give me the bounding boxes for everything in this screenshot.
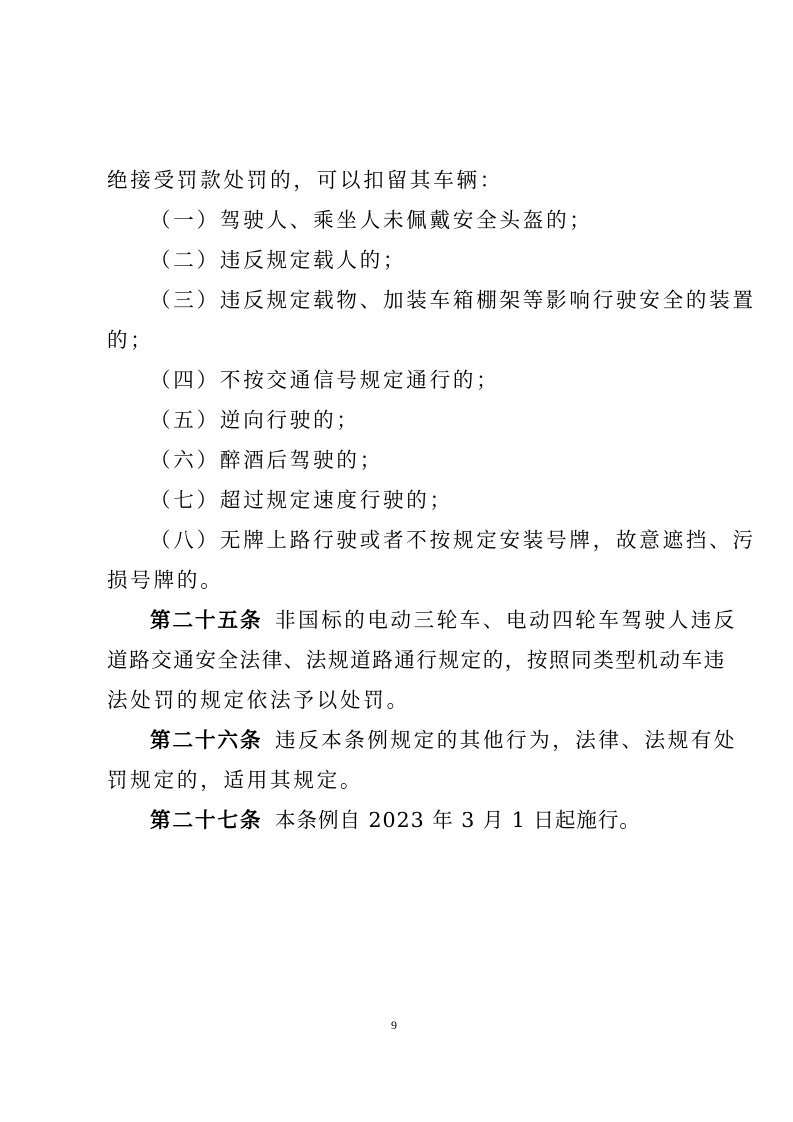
article-27-line1: 本条例自 2023 年 3 月 1 日起施行。 — [275, 808, 641, 832]
list-item-1: （一）驾驶人、乘坐人未佩戴安全头盔的； — [150, 208, 593, 232]
article-25-line2: 道路交通安全法律、法规道路通行规定的，按照同类型机动车违 — [107, 648, 726, 672]
list-item-6: （六）醉酒后驾驶的； — [150, 448, 383, 472]
list-item-4: （四）不按交通信号规定通行的； — [150, 368, 500, 392]
article-26-line1: 违反本条例规定的其他行为，法律、法规有处 — [275, 728, 737, 752]
list-item-7: （七）超过规定速度行驶的； — [150, 488, 453, 512]
list-item-3: （三）违反规定载物、加装车箱棚架等影响行驶安全的装置 — [150, 288, 756, 312]
list-item-8: （八）无牌上路行驶或者不按规定安装号牌，故意遮挡、污 — [150, 528, 756, 552]
article-25-line3: 法处罚的规定依法予以处罚。 — [107, 688, 410, 712]
article-25-heading: 第二十五条 — [150, 608, 263, 632]
list-item-2: （二）违反规定载人的； — [150, 248, 407, 272]
article-27-heading: 第二十七条 — [150, 808, 263, 832]
page-number: 9 — [391, 1018, 397, 1032]
article-26-line2: 罚规定的，适用其规定。 — [107, 768, 364, 792]
list-item-3-cont: 的； — [107, 328, 154, 352]
list-item-5: （五）逆向行驶的； — [150, 408, 360, 432]
article-25-line1: 非国标的电动三轮车、电动四轮车驾驶人违反 — [275, 608, 737, 632]
continuation-line: 绝接受罚款处罚的，可以扣留其车辆： — [107, 168, 504, 192]
list-item-8-cont: 损号牌的。 — [107, 568, 224, 592]
article-26-heading: 第二十六条 — [150, 728, 263, 752]
